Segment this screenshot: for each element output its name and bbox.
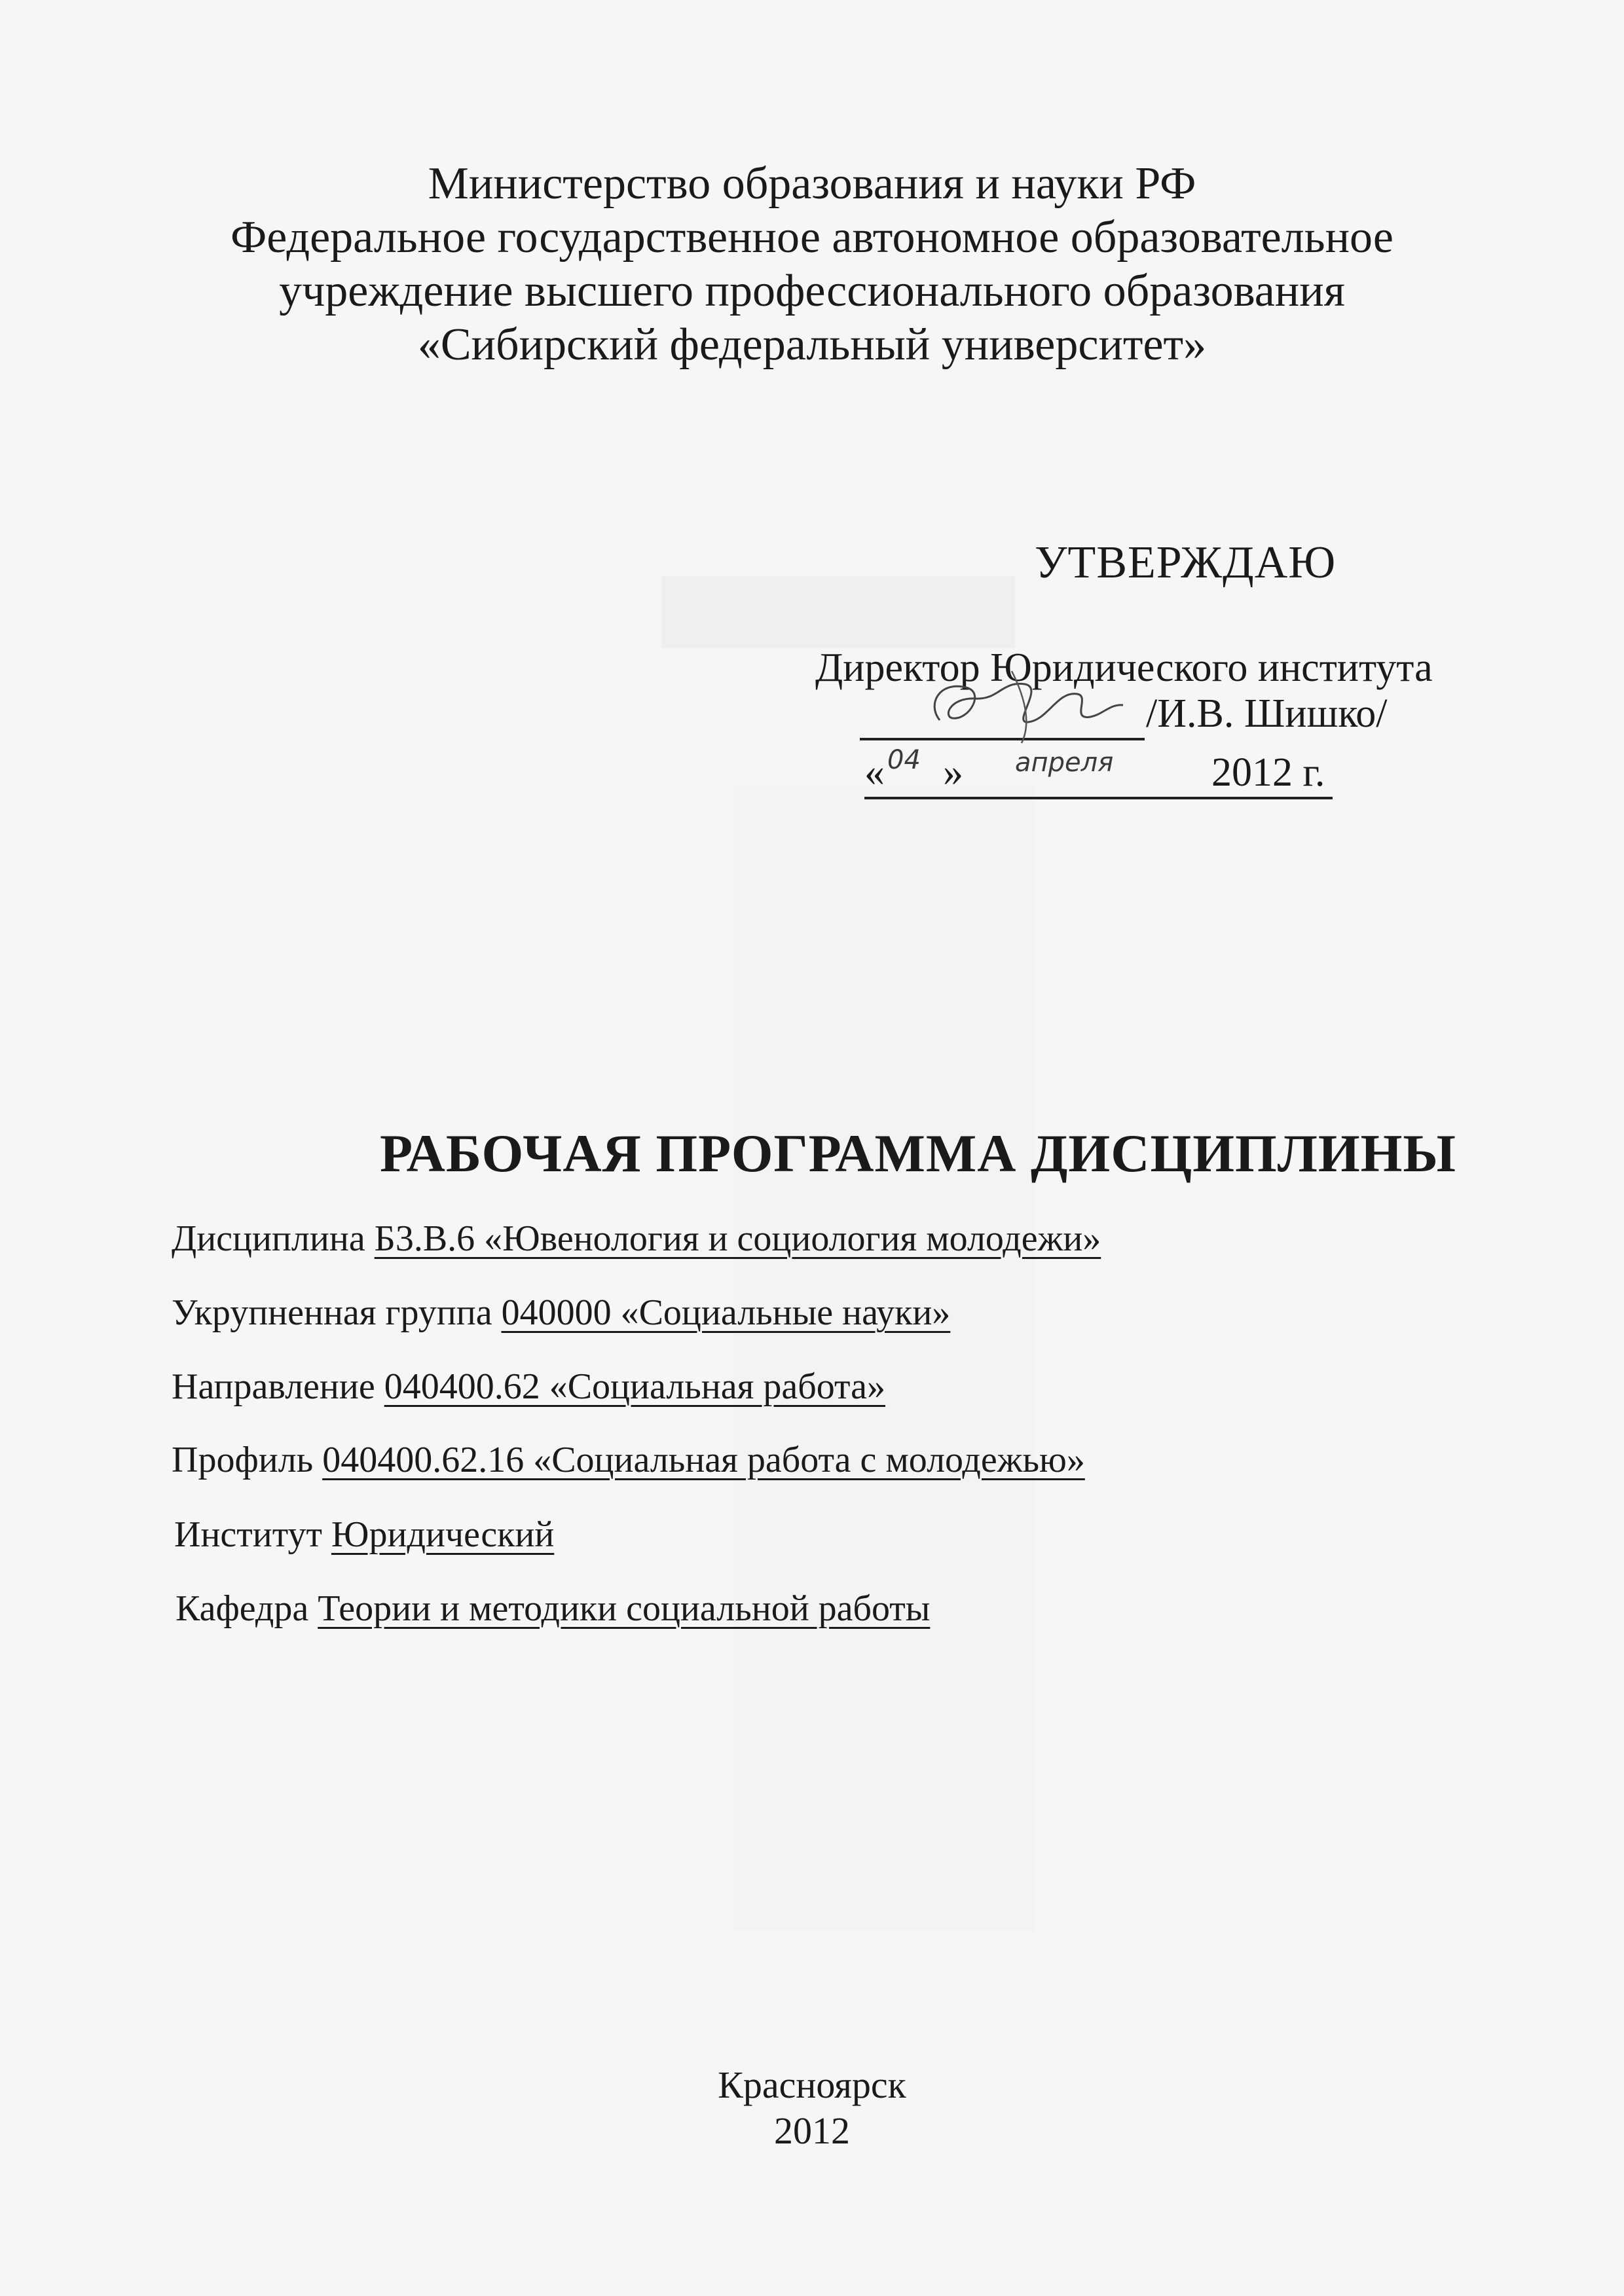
field-institute — [174, 1514, 554, 1556]
field-value: 040400.62 «Социальная работа» — [384, 1366, 886, 1407]
handwritten-signature — [913, 658, 1130, 750]
field-label: Институт — [174, 1514, 331, 1555]
date-year: 2012 г. — [1211, 750, 1325, 795]
field-discipline — [172, 1218, 1101, 1260]
field-value: 040000 «Социальные науки» — [501, 1292, 951, 1333]
footer-city: Красноярск — [718, 2064, 906, 2106]
bleed-through-block — [733, 786, 1035, 1931]
field-label: Направление — [172, 1366, 384, 1407]
field-profile — [172, 1439, 1085, 1481]
date-month-handwritten: апреля — [1015, 748, 1114, 778]
header-line-university: «Сибирский федеральный университет» — [417, 319, 1207, 370]
footer-year: 2012 — [774, 2109, 850, 2152]
approver-name: /И.В. Шишко/ — [1146, 691, 1388, 736]
field-label: Дисциплина — [172, 1218, 375, 1259]
field-value: Теории и методики социальной работы — [318, 1588, 931, 1629]
field-label: Кафедра — [175, 1588, 318, 1629]
ministry-header — [0, 157, 1624, 372]
field-direction — [172, 1366, 885, 1408]
footer — [0, 2062, 1624, 2154]
approval-title: УТВЕРЖДАЮ — [1035, 538, 1337, 588]
field-value: Б3.В.6 «Ювенология и социология молодежи» — [374, 1218, 1101, 1259]
field-value: Юридический — [331, 1514, 555, 1555]
field-value: 040400.62.16 «Социальная работа с молодежью» — [322, 1440, 1085, 1480]
date-close-quote: » — [943, 750, 963, 795]
bleed-through-block — [661, 576, 1015, 648]
date-day-handwritten: 04 — [887, 745, 921, 775]
header-line-education: учреждение высшего профессионального образования — [279, 266, 1345, 316]
approver-position: Директор Юридического института — [815, 646, 1433, 690]
date-open-quote: « — [864, 750, 885, 795]
field-department — [175, 1588, 930, 1630]
document-title: РАБОЧАЯ ПРОГРАММА ДИСЦИПЛИНЫ — [380, 1123, 1456, 1183]
field-label: Профиль — [172, 1440, 323, 1480]
header-line-institution: Федеральное государственное автономное образовательное — [231, 212, 1393, 263]
field-label: Укрупненная группа — [172, 1292, 502, 1333]
header-line-ministry: Министерство образования и науки РФ — [428, 158, 1196, 209]
field-group — [172, 1292, 950, 1334]
